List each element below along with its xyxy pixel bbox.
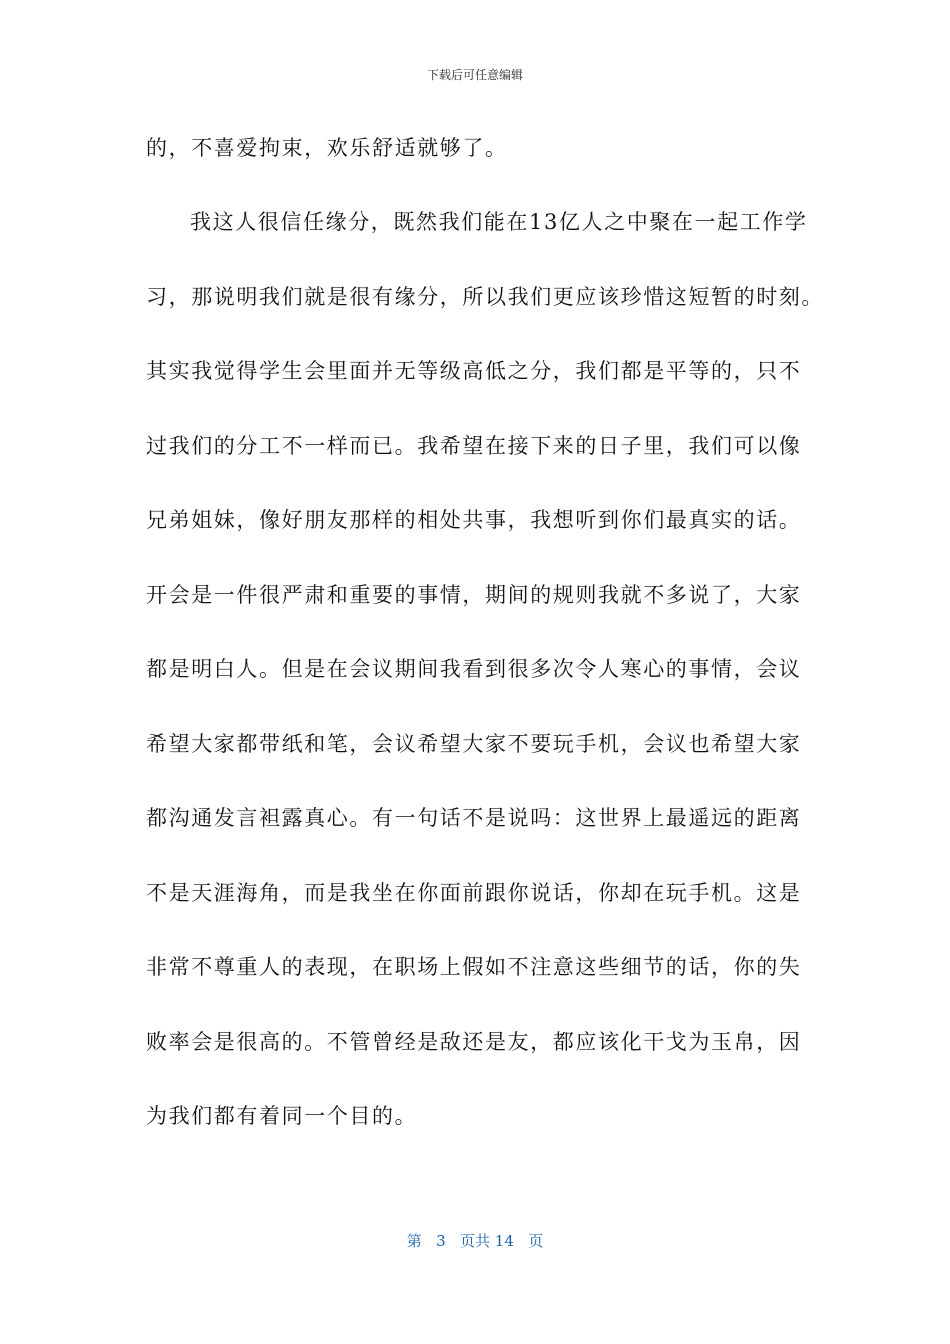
footer-current-page: 3 (436, 1232, 446, 1250)
text-line: 败率会是很高的。不管曾经是敌还是友，都应该化干戈为玉帛，因 (146, 1030, 802, 1054)
text-line: 希望大家都带纸和笔，会议希望大家不要玩手机，会议也希望大家 (146, 732, 802, 756)
text-line: 不是天涯海角，而是我坐在你面前跟你说话，你却在玩手机。这是 (146, 881, 802, 905)
text-line: 我这人很信任缘分，既然我们能在13亿人之中聚在一起工作学 (190, 210, 808, 234)
footer-middle: 页共 (459, 1232, 490, 1250)
text-line: 都沟通发言袒露真心。有一句话不是说吗：这世界上最遥远的距离 (146, 806, 802, 830)
text-line: 的，不喜爱拘束，欢乐舒适就够了。 (146, 136, 508, 160)
footer-total-pages: 14 (494, 1232, 514, 1250)
text-line: 过我们的分工不一样而已。我希望在接下来的日子里，我们可以像 (146, 434, 802, 458)
page-header-note: 下载后可任意编辑 (426, 68, 523, 82)
text-line: 为我们都有着同一个目的。 (146, 1104, 418, 1128)
text-line: 开会是一件很严肃和重要的事情，期间的规则我就不多说了，大家 (146, 583, 802, 607)
text-line: 都是明白人。但是在会议期间我看到很多次令人寒心的事情，会议 (146, 657, 802, 681)
text-line: 其实我觉得学生会里面并无等级高低之分，我们都是平等的，只不 (146, 359, 802, 383)
page-footer (0, 1230, 950, 1251)
footer-suffix: 页 (528, 1232, 544, 1250)
footer-prefix: 第 (406, 1232, 422, 1250)
text-line: 兄弟姐妹，像好朋友那样的相处共事，我想听到你们最真实的话。 (146, 508, 802, 532)
text-line: 习，那说明我们就是很有缘分，所以我们更应该珍惜这短暂的时刻。 (146, 285, 824, 309)
text-line: 非常不尊重人的表现，在职场上假如不注意这些细节的话，你的失 (146, 955, 802, 979)
